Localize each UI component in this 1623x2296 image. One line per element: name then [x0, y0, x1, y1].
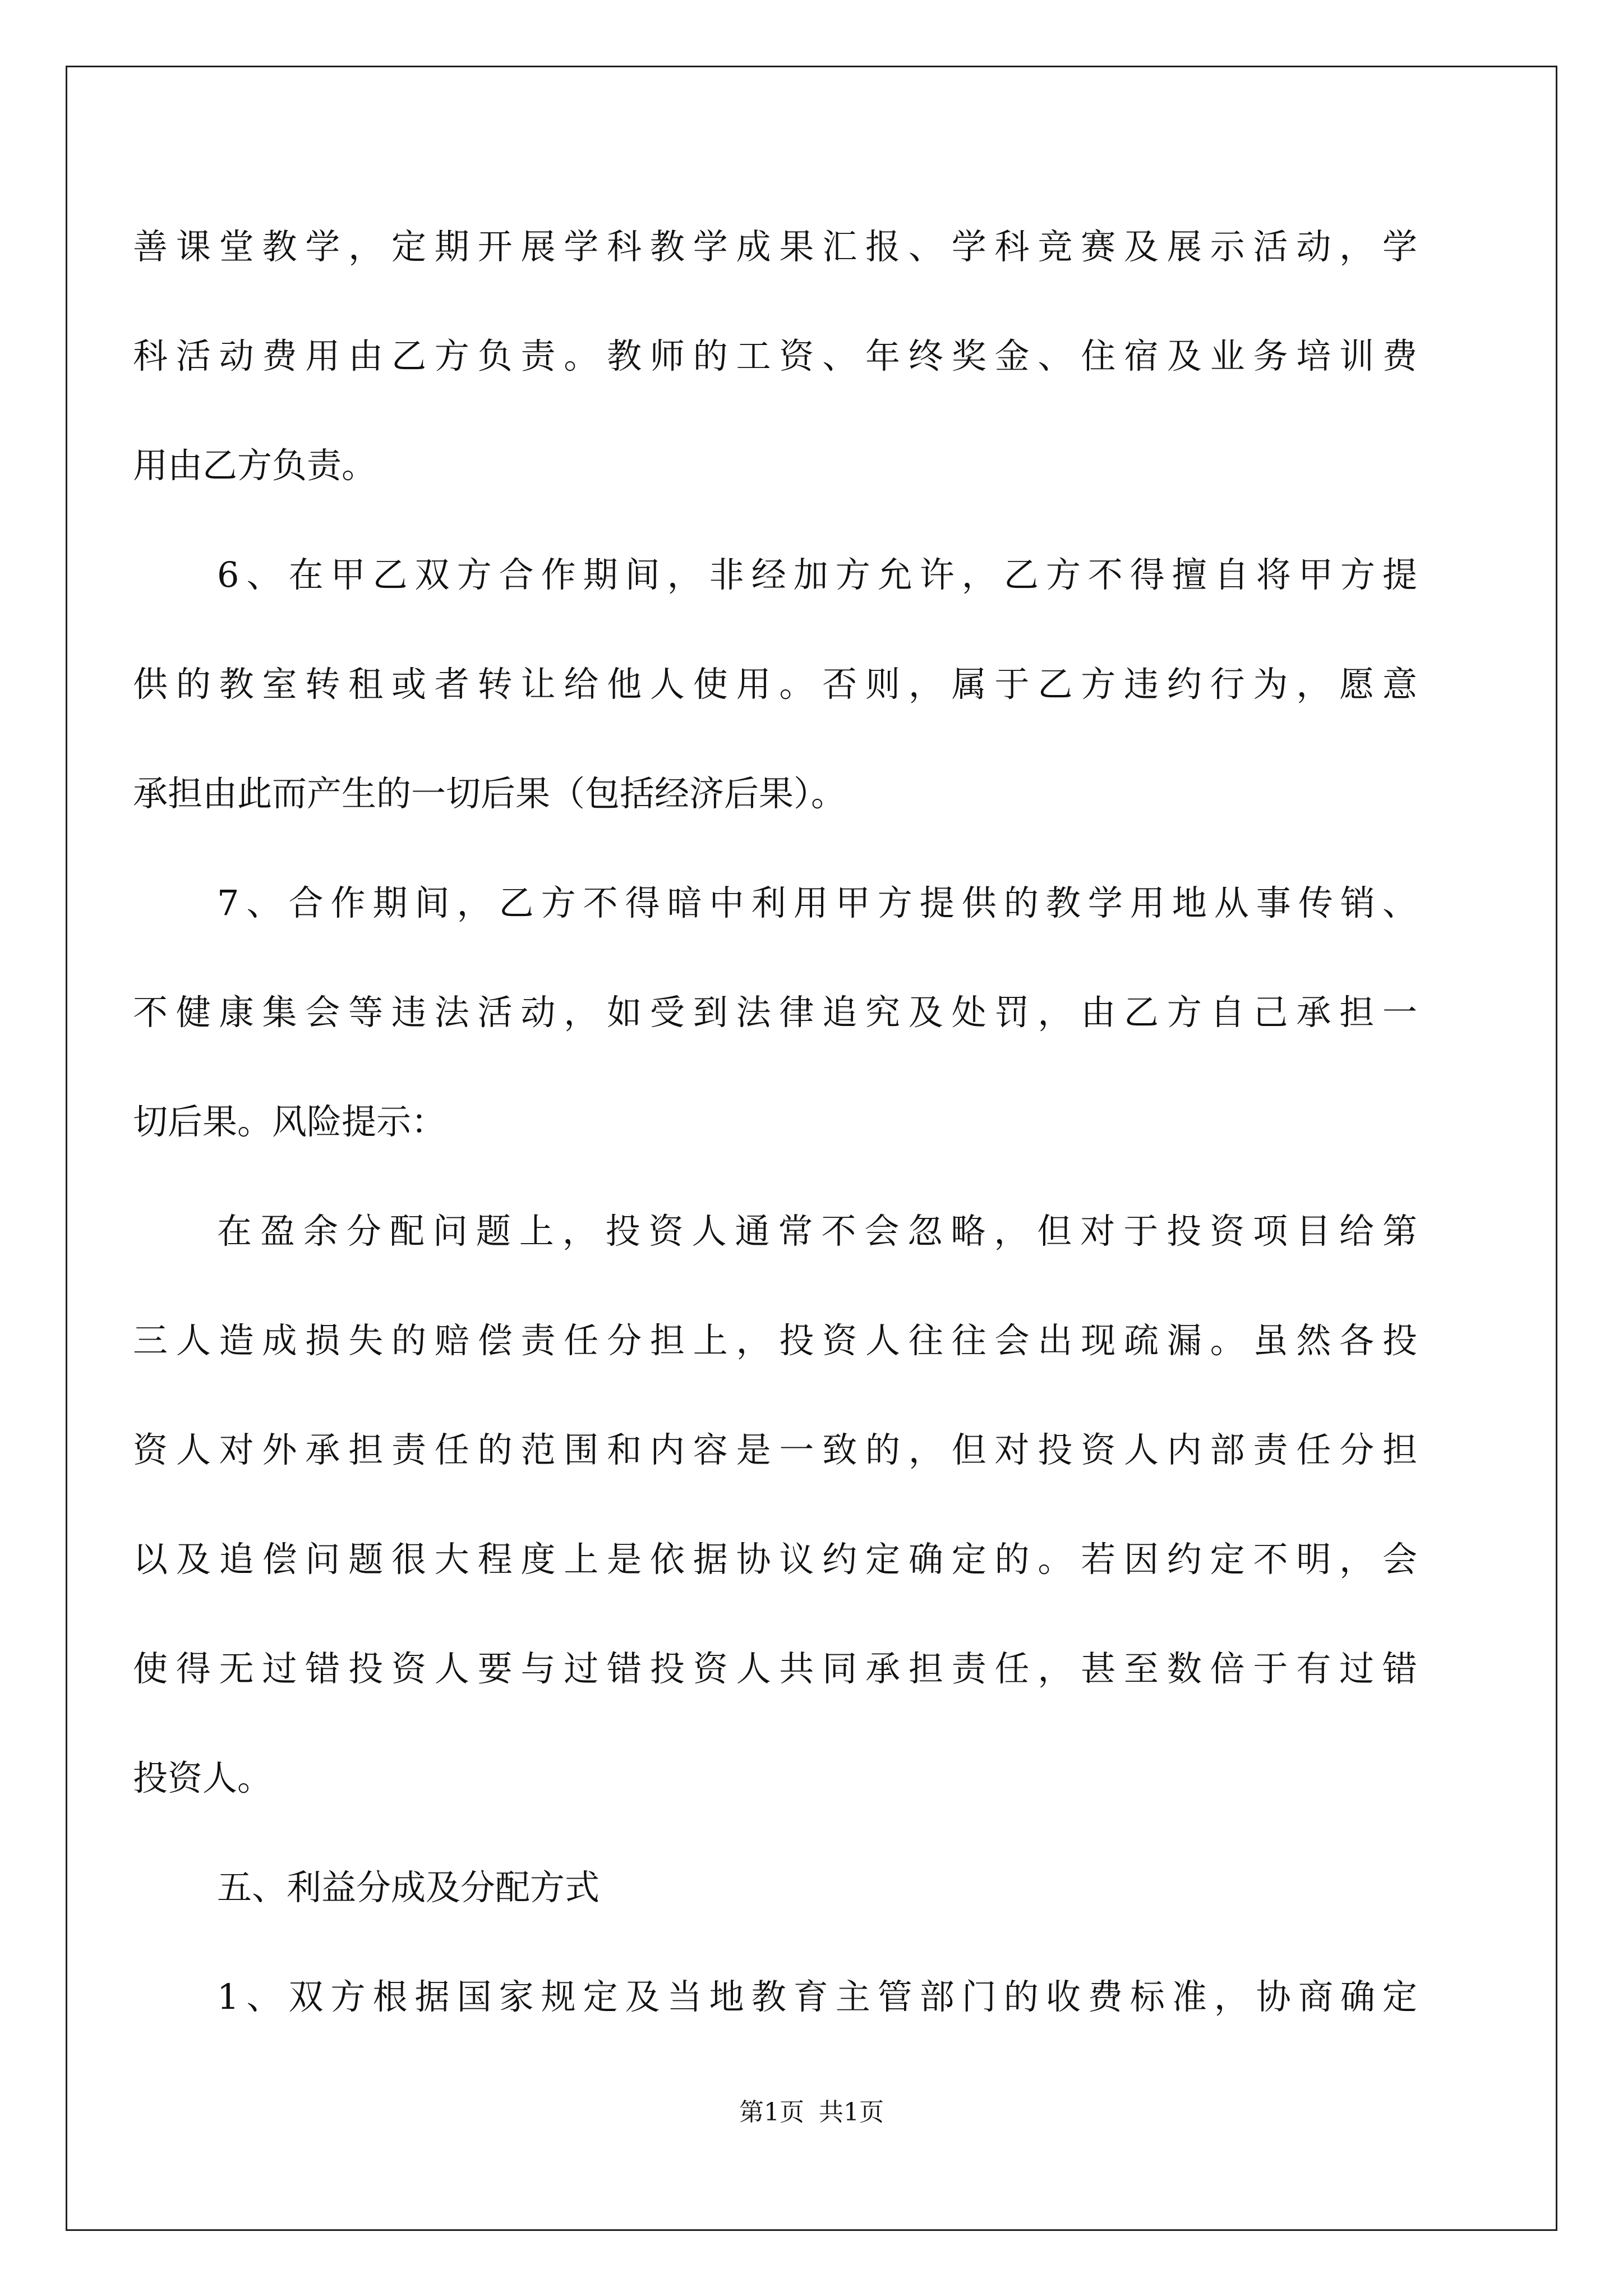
text-line: 切后果。风险提示： [133, 1101, 446, 1142]
text-line: 1、双方根据国家规定及当地教育主管部门的收费标准，协商确定 [217, 1976, 1417, 2017]
page-number: 第1页 [739, 2098, 804, 2127]
text-line: 使得无过错投资人要与过错投资人共同承担责任，甚至数倍于有过错 [133, 1648, 1417, 1689]
text-line: 用由乙方负责。 [133, 445, 377, 486]
text-line: 承担由此而产生的一切后果（包括经济后果）。 [133, 773, 846, 814]
page-footer [0, 2097, 1623, 2128]
text-line: 资人对外承担责任的范围和内容是一致的，但对投资人内部责任分担 [133, 1429, 1417, 1470]
text-line: 在盈余分配问题上，投资人通常不会忽略，但对于投资项目给第 [217, 1211, 1417, 1251]
page-total: 共1页 [819, 2098, 884, 2127]
text-line: 供的教室转租或者转让给他人使用。否则，属于乙方违约行为，愿意 [133, 664, 1417, 705]
text-line: 科活动费用由乙方负责。教师的工资、年终奖金、住宿及业务培训费 [133, 335, 1417, 376]
text-line: 三人造成损失的赔偿责任分担上，投资人往往会出现疏漏。虽然各投 [133, 1320, 1417, 1361]
text-line: 7、合作期间，乙方不得暗中利用甲方提供的教学用地从事传销、 [217, 882, 1417, 923]
text-line: 6、在甲乙双方合作期间，非经加方允许，乙方不得擅自将甲方提 [217, 554, 1417, 595]
text-line: 善课堂教学，定期开展学科教学成果汇报、学科竞赛及展示活动，学 [133, 226, 1417, 267]
text-line: 投资人。 [133, 1757, 273, 1798]
text-line: 以及追偿问题很大程度上是依据协议约定确定的。若因约定不明，会 [133, 1539, 1417, 1580]
text-line: 不健康集会等违法活动，如受到法律追究及处罚，由乙方自己承担一 [133, 992, 1417, 1033]
section-heading: 五、利益分成及分配方式 [217, 1867, 600, 1908]
